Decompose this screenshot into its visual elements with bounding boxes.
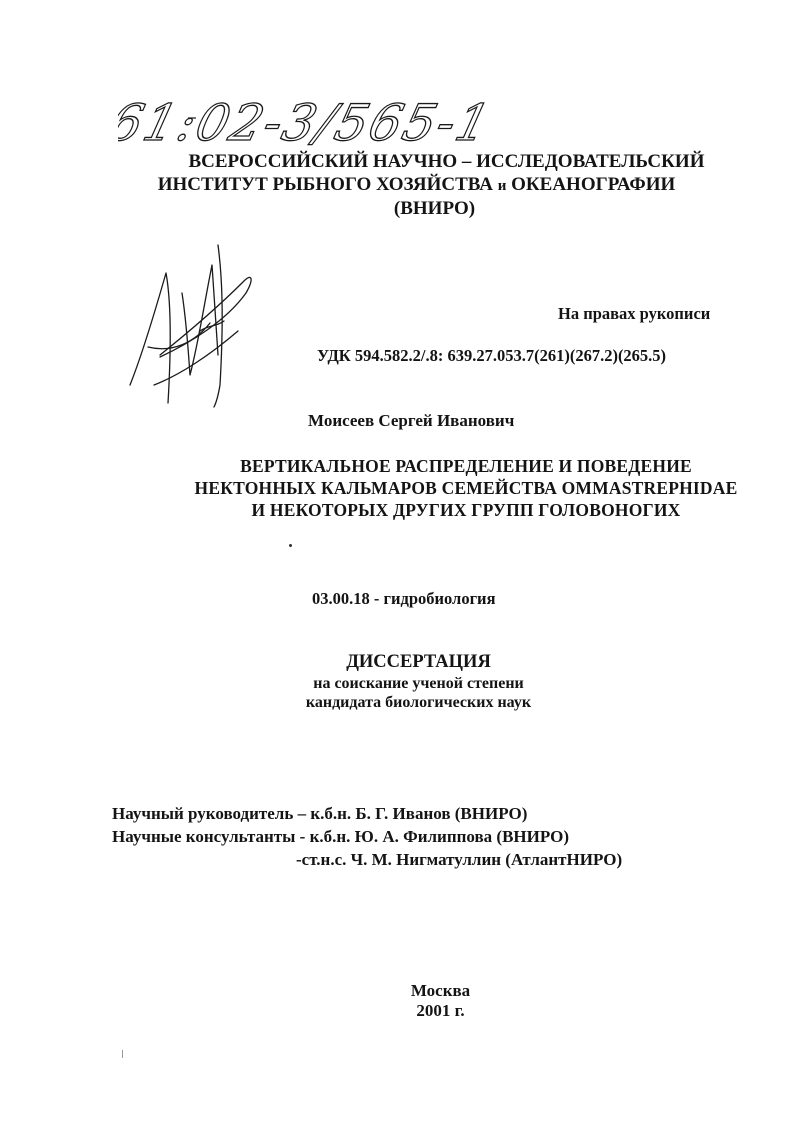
scan-speck [289,544,292,547]
scan-mark [122,1050,123,1058]
degree-line2: кандидата биологических наук [305,694,532,711]
institute-name-line2-part2: ОКЕАНОГРАФИИ [506,174,676,195]
institute-name-line2-part1: ИНСТИТУТ РЫБНОГО ХОЗЯЙСТВА [157,174,498,195]
scientific-supervisor: Научный руководитель – к.б.н. Б. Г. Иванов (ВНИРО) [112,804,528,823]
institute-name-line2-and: и [497,178,507,194]
scientific-consultant-2: -ст.н.с. Ч. М. Нигматуллин (АтлантНИРО) [296,850,623,869]
author-name: Моисеев Сергей Иванович [308,411,515,430]
specialty-code: 03.00.18 - гидробиология [312,589,496,608]
institute-abbreviation: (ВНИРО) [393,198,476,219]
dissertation-title-line2: НЕКТОННЫХ КАЛЬМАРОВ СЕМЕЙСТВА OMMASTREPHIDAE [194,478,738,498]
manuscript-rights-label: На правах рукописи [558,304,711,323]
scientific-consultants: Научные консультанты - к.б.н. Ю. А. Филиппова (ВНИРО) [112,827,570,846]
archive-number-text: 61:02-3/565-1 [118,93,498,152]
signature [120,235,270,410]
city: Москва [410,981,471,1000]
institute-name-line1: ВСЕРОССИЙСКИЙ НАУЧНО – ИССЛЕДОВАТЕЛЬСКИЙ [188,151,705,172]
udc-code: УДК 594.582.2/.8: 639.27.053.7(261)(267.2)(265.5) [317,346,667,365]
degree-line1: на соискание ученой степени [313,675,524,692]
dissertation-title-line1: ВЕРТИКАЛЬНОЕ РАСПРЕДЕЛЕНИЕ И ПОВЕДЕНИЕ [240,456,692,476]
dissertation-title-line3: И НЕКОТОРЫХ ДРУГИХ ГРУПП ГОЛОВОНОГИХ [251,500,681,520]
year: 2001 г. [416,1001,465,1020]
dissertation-heading: ДИССЕРТАЦИЯ [346,652,491,672]
institute-name-line2 [70,174,763,197]
